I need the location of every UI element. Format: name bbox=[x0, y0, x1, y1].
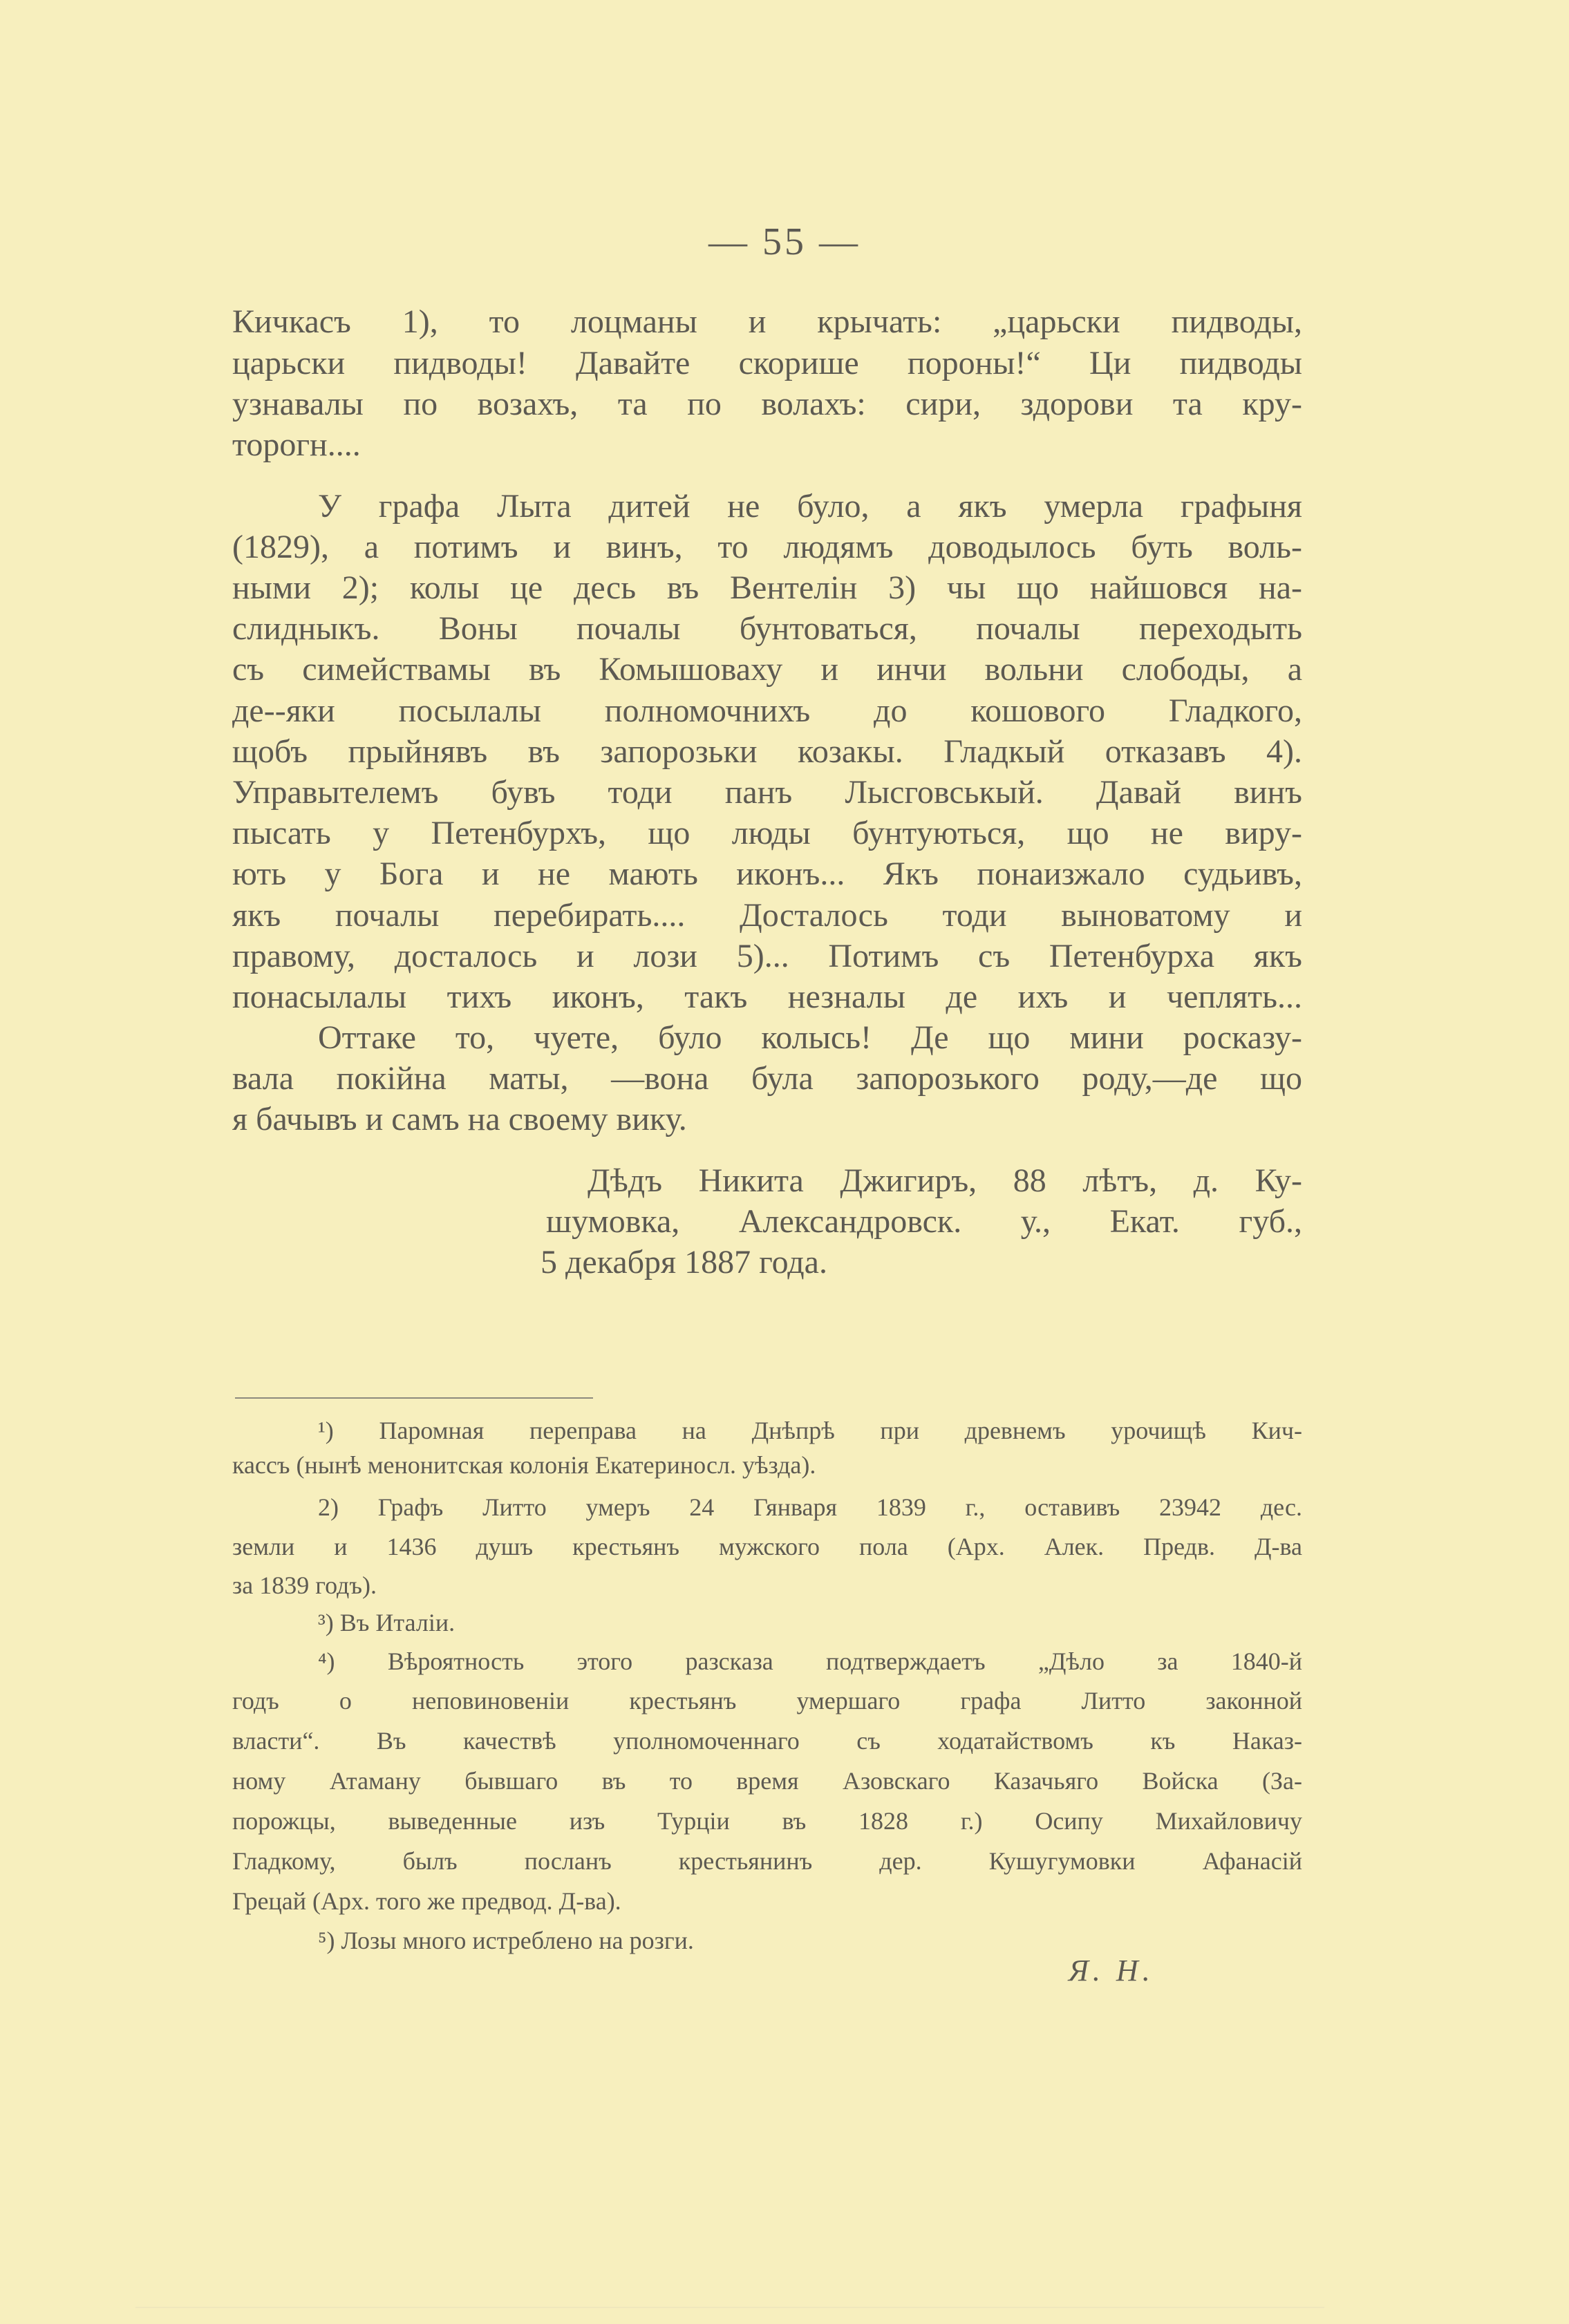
text-line: слидныкъ. Воны почалы бунтоваться, почалы переходыть bbox=[232, 610, 1302, 647]
signature-line: шумовка, Александровск. у., Екат. губ., bbox=[546, 1203, 1302, 1240]
page-edge-rule bbox=[135, 2307, 1324, 2308]
text-line: правому, досталось и лози 5)... Потимъ съ Петенбурха якъ bbox=[232, 938, 1302, 974]
text-line: (1829), а потимъ и винъ, то людямъ доводылось буть воль- bbox=[232, 529, 1302, 565]
author-initials: Я. Н. bbox=[1069, 1954, 1154, 1987]
text-line: У графа Лыта дитей не було, а якъ умерла графыня bbox=[318, 488, 1302, 525]
text-line: пысать у Петенбурхъ, що люды бунтуються, що не виру- bbox=[232, 815, 1302, 851]
text-line: узнавалы по возахъ, та по волахъ: сири, здорови та кру- bbox=[232, 386, 1302, 422]
text-line: я бачывъ и самъ на своему вику. bbox=[232, 1101, 687, 1137]
text-line: съ симействамы въ Комышоваху и инчи вольни слободы, а bbox=[232, 651, 1302, 688]
footnote-line: 2) Графъ Литто умеръ 24 Гянваря 1839 г., оставивъ 23942 дес. bbox=[318, 1493, 1302, 1521]
footnote-line: Гладкому, былъ посланъ крестьянинъ дер. Кушугумовки Афанасій bbox=[232, 1847, 1302, 1875]
footnote-line: ¹) Паромная переправа на Днѣпрѣ при древнемъ урочищѣ Кич- bbox=[318, 1417, 1302, 1444]
text-line: Оттаке то, чуете, було колысь! Де що мини росказу- bbox=[318, 1019, 1302, 1056]
footnote-line: ⁴) Вѣроятность этого разсказа подтверждаетъ „Дѣло за 1840-й bbox=[318, 1647, 1302, 1675]
footnote-line: власти“. Въ качествѣ уполномоченнаго съ ходатайствомъ къ Наказ- bbox=[232, 1727, 1302, 1755]
text-line: Управытелемъ бувъ тоди панъ Лысговськый. Давай винъ bbox=[232, 774, 1302, 811]
signature-line: Дѣдъ Никита Джигиръ, 88 лѣтъ, д. Ку- bbox=[588, 1162, 1302, 1199]
footnote-line: ⁵) Лозы много истреблено на розги. bbox=[318, 1927, 694, 1954]
text-line: Кичкасъ 1), то лоцманы и крычать: „царьски пидводы, bbox=[232, 303, 1302, 340]
page-number: — 55 — bbox=[708, 220, 861, 263]
text-line: якъ почалы перебирать.... Досталось тоди выноватому и bbox=[232, 897, 1302, 934]
text-line: ными 2); колы це десь въ Вентелін 3) чы що найшовся на- bbox=[232, 569, 1302, 606]
text-line: понасылалы тихъ иконъ, такъ незналы де ихъ и чеплять... bbox=[232, 979, 1302, 1015]
footnote-line: ³) Въ Италіи. bbox=[318, 1609, 455, 1636]
footnote-divider bbox=[235, 1397, 593, 1399]
text-line: торогн.... bbox=[232, 426, 361, 463]
footnote-line: кассъ (нынѣ менонитская колонія Екатериносл. уѣзда). bbox=[232, 1451, 816, 1479]
text-line: ють у Бога и не мають иконъ... Якъ понаизжало судьивъ, bbox=[232, 856, 1302, 892]
footnote-line: за 1839 годъ). bbox=[232, 1571, 377, 1599]
text-line: щобъ прыйнявъ въ запорозьки козакы. Гладкый отказавъ 4). bbox=[232, 733, 1302, 770]
text-line: вала покійна маты, —вона була запорозького роду,—де що bbox=[232, 1060, 1302, 1097]
footnote-line: земли и 1436 душъ крестьянъ мужского пола (Арх. Алек. Предв. Д-ва bbox=[232, 1533, 1302, 1560]
footnote-line: порожцы, выведенные изъ Турціи въ 1828 г.) Осипу Михайловичу bbox=[232, 1807, 1302, 1835]
footnote-line: ному Атаману бывшаго въ то время Азовскаго Казачьяго Войска (За- bbox=[232, 1767, 1302, 1795]
text-line: царьски пидводы! Давайте скорише пороны!“ Ци пидводы bbox=[232, 345, 1302, 381]
footnote-line: Грецай (Арх. того же предвод. Д-ва). bbox=[232, 1887, 621, 1915]
text-line: де--яки посылалы полномочнихъ до кошового Гладкого, bbox=[232, 692, 1302, 729]
signature-line: 5 декабря 1887 года. bbox=[541, 1244, 827, 1281]
footnote-line: годъ о неповиновеніи крестьянъ умершаго графа Литто законной bbox=[232, 1687, 1302, 1714]
